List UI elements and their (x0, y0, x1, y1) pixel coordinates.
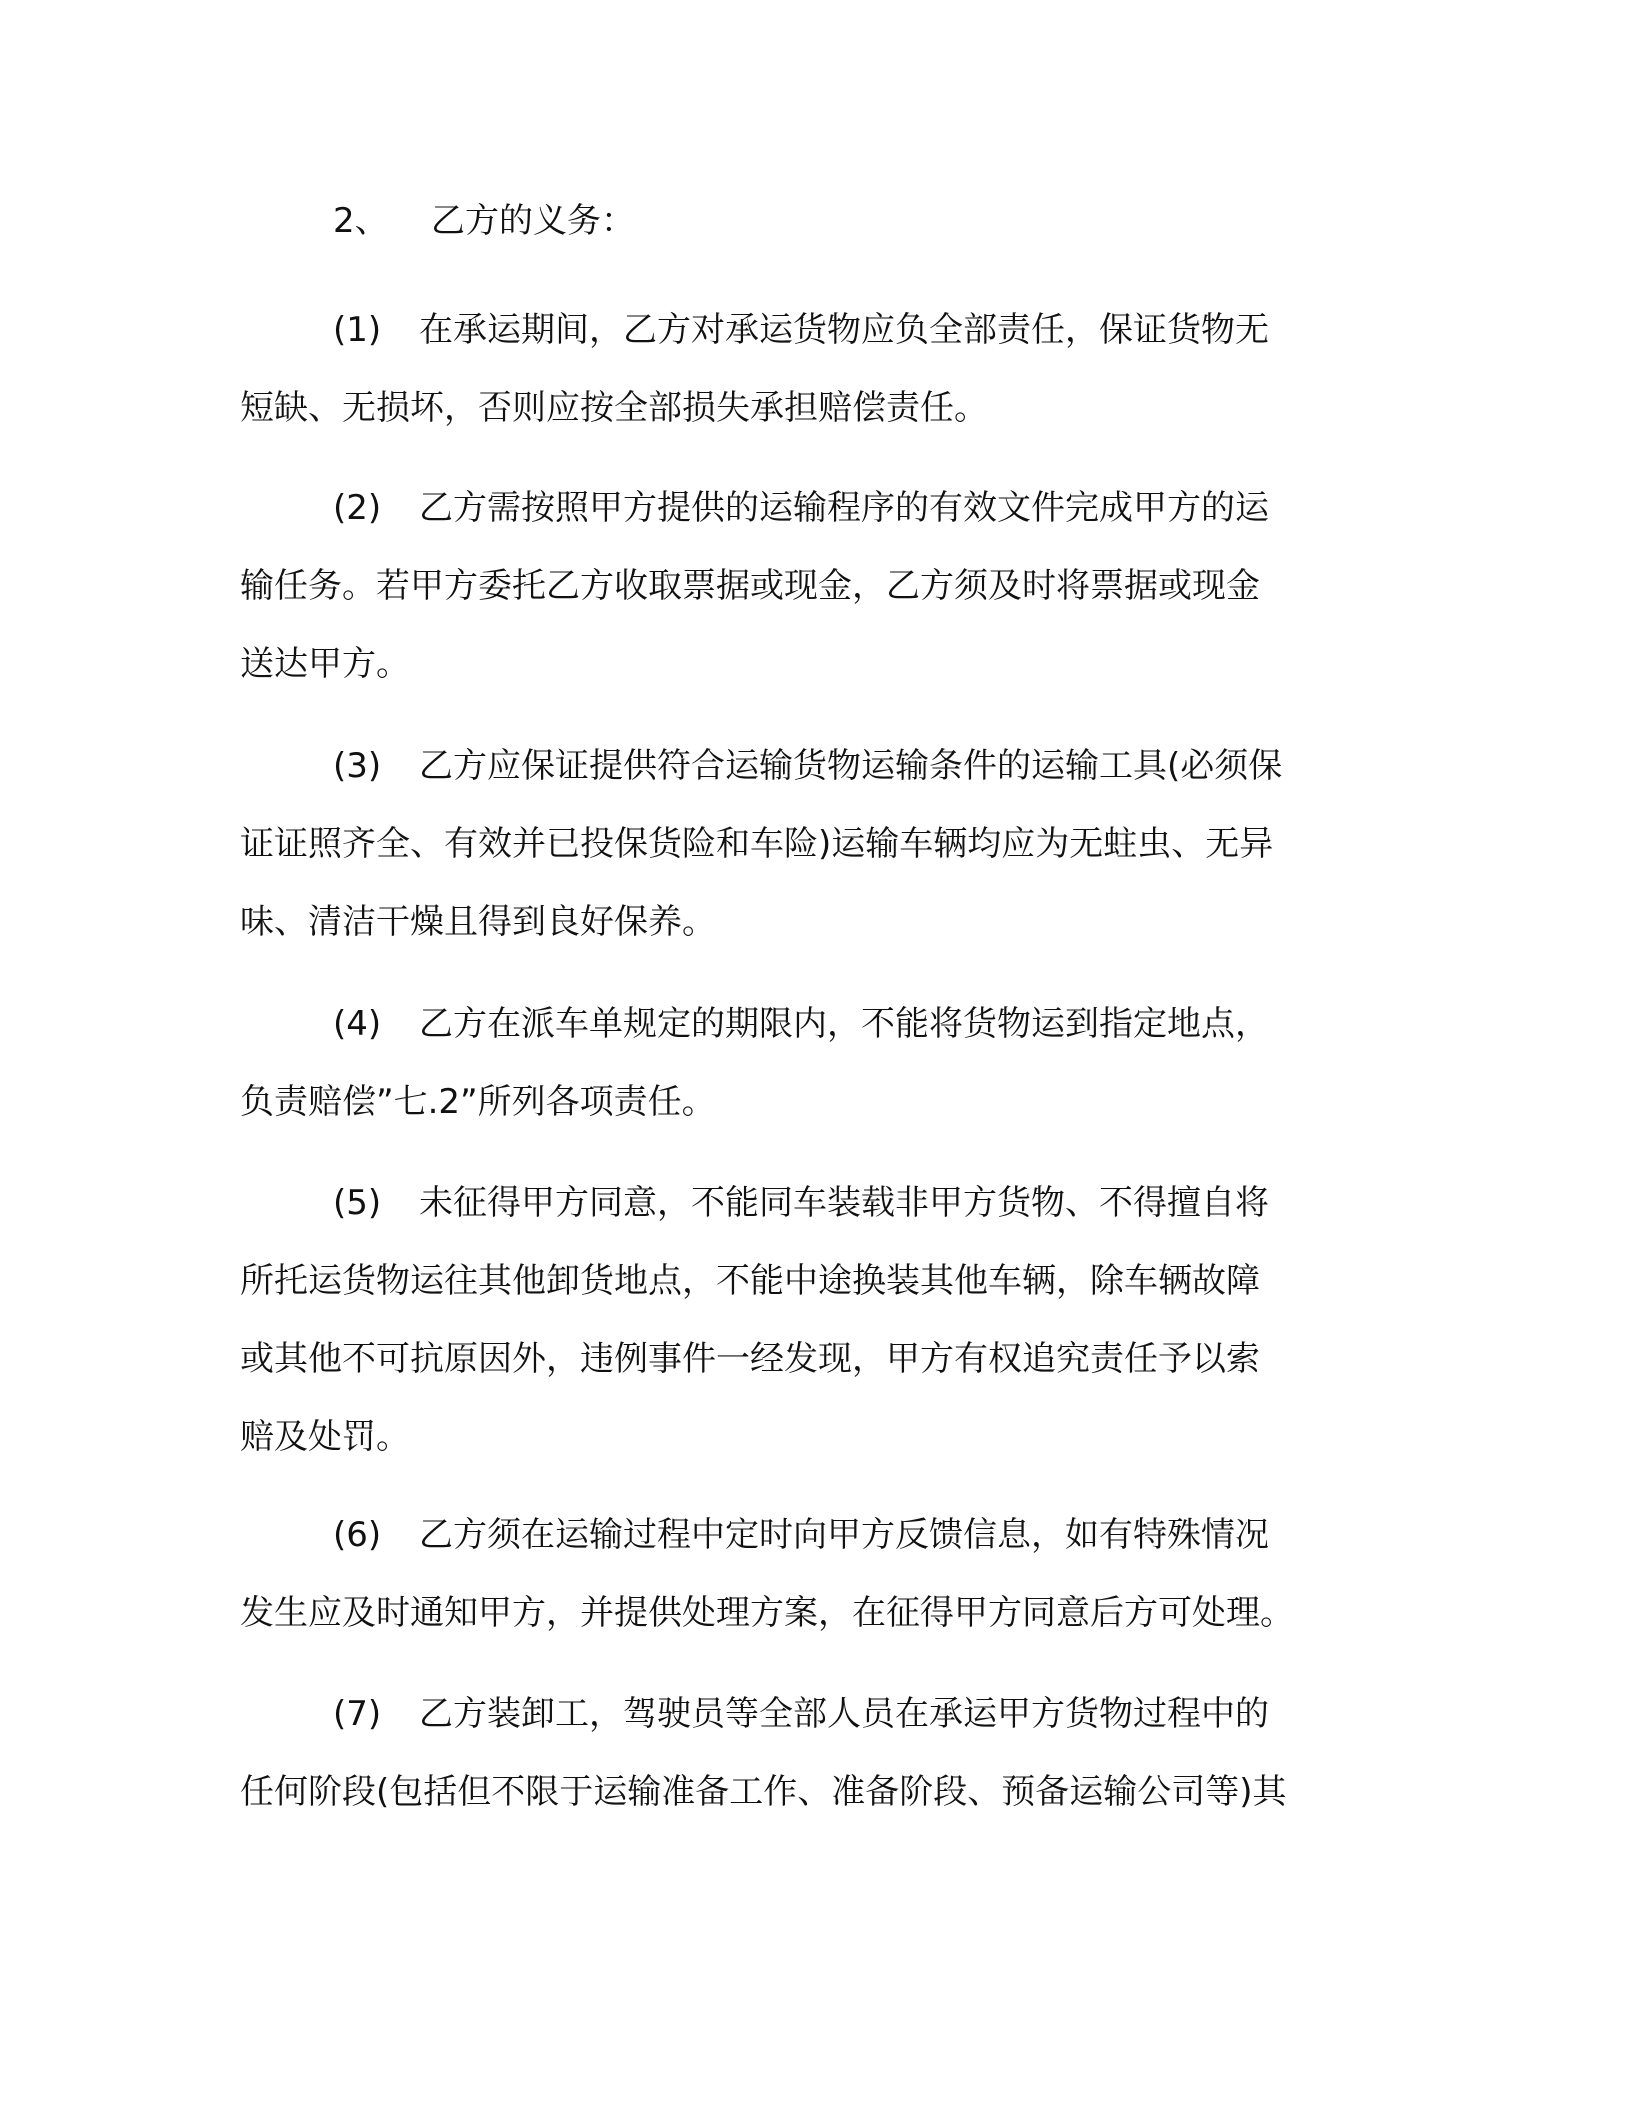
clause-line (240, 291, 1400, 369)
clause-line: 或其他不可抗原因外，违例事件一经发现，甲方有权追究责任予以索 (240, 1339, 1260, 1379)
clause-line: 赔及处罚。 (240, 1417, 410, 1457)
clause-text: 乙方须在运输过程中定时向甲方反馈信息，如有特殊情况 (419, 1515, 1269, 1555)
clause-line (240, 985, 1400, 1063)
clause-marker: (6) (333, 1515, 382, 1555)
clause-line (240, 727, 1400, 805)
clause-marker: (3) (333, 746, 382, 786)
clause-line: 味、清洁干燥且得到良好保养。 (240, 902, 716, 942)
clause-item-6 (240, 1496, 1400, 1652)
clause-item-1 (240, 291, 1400, 447)
section-number: 2、 (333, 201, 389, 241)
section-title: 乙方的义务： (431, 201, 635, 241)
clause-line: 负责赔偿”七.2”所列各项责任。 (240, 1082, 716, 1122)
clause-marker: (5) (333, 1183, 382, 1223)
clause-item-5 (240, 1164, 1400, 1476)
clause-line: 短缺、无损坏，否则应按全部损失承担赔偿责任。 (240, 388, 988, 428)
clause-line (240, 1675, 1400, 1753)
clause-text: 乙方需按照甲方提供的运输程序的有效文件完成甲方的运 (419, 488, 1269, 528)
clause-item-4 (240, 985, 1400, 1141)
clause-line: 任何阶段(包括但不限于运输准备工作、准备阶段、预备运输公司等)其 (240, 1772, 1287, 1812)
clause-line (240, 1164, 1400, 1242)
clause-item-3 (240, 727, 1400, 961)
clause-item-7 (240, 1675, 1400, 1831)
clause-line: 证证照齐全、有效并已投保货险和车险)运输车辆均应为无蛀虫、无异 (240, 824, 1274, 864)
clause-line: 发生应及时通知甲方，并提供处理方案，在征得甲方同意后方可处理。 (240, 1593, 1294, 1633)
clause-text: 未征得甲方同意，不能同车装载非甲方货物、不得擅自将 (419, 1183, 1269, 1223)
section-heading (333, 190, 635, 252)
clause-text: 在承运期间，乙方对承运货物应负全部责任，保证货物无 (419, 310, 1269, 350)
clause-item-2 (240, 469, 1400, 703)
clause-marker: (4) (333, 1004, 382, 1044)
clause-text: 乙方在派车单规定的期限内，不能将货物运到指定地点， (419, 1004, 1269, 1044)
clause-marker: (1) (333, 310, 382, 350)
clause-text: 乙方装卸工，驾驶员等全部人员在承运甲方货物过程中的 (419, 1694, 1269, 1734)
clause-marker: (7) (333, 1694, 382, 1734)
clause-line: 所托运货物运往其他卸货地点，不能中途换装其他车辆，除车辆故障 (240, 1261, 1260, 1301)
clause-line: 送达甲方。 (240, 644, 410, 684)
clause-text: 乙方应保证提供符合运输货物运输条件的运输工具(必须保 (419, 746, 1283, 786)
clause-line (240, 469, 1400, 547)
clause-line (240, 1496, 1400, 1574)
clause-line: 输任务。若甲方委托乙方收取票据或现金，乙方须及时将票据或现金 (240, 566, 1260, 606)
clause-marker: (2) (333, 488, 382, 528)
